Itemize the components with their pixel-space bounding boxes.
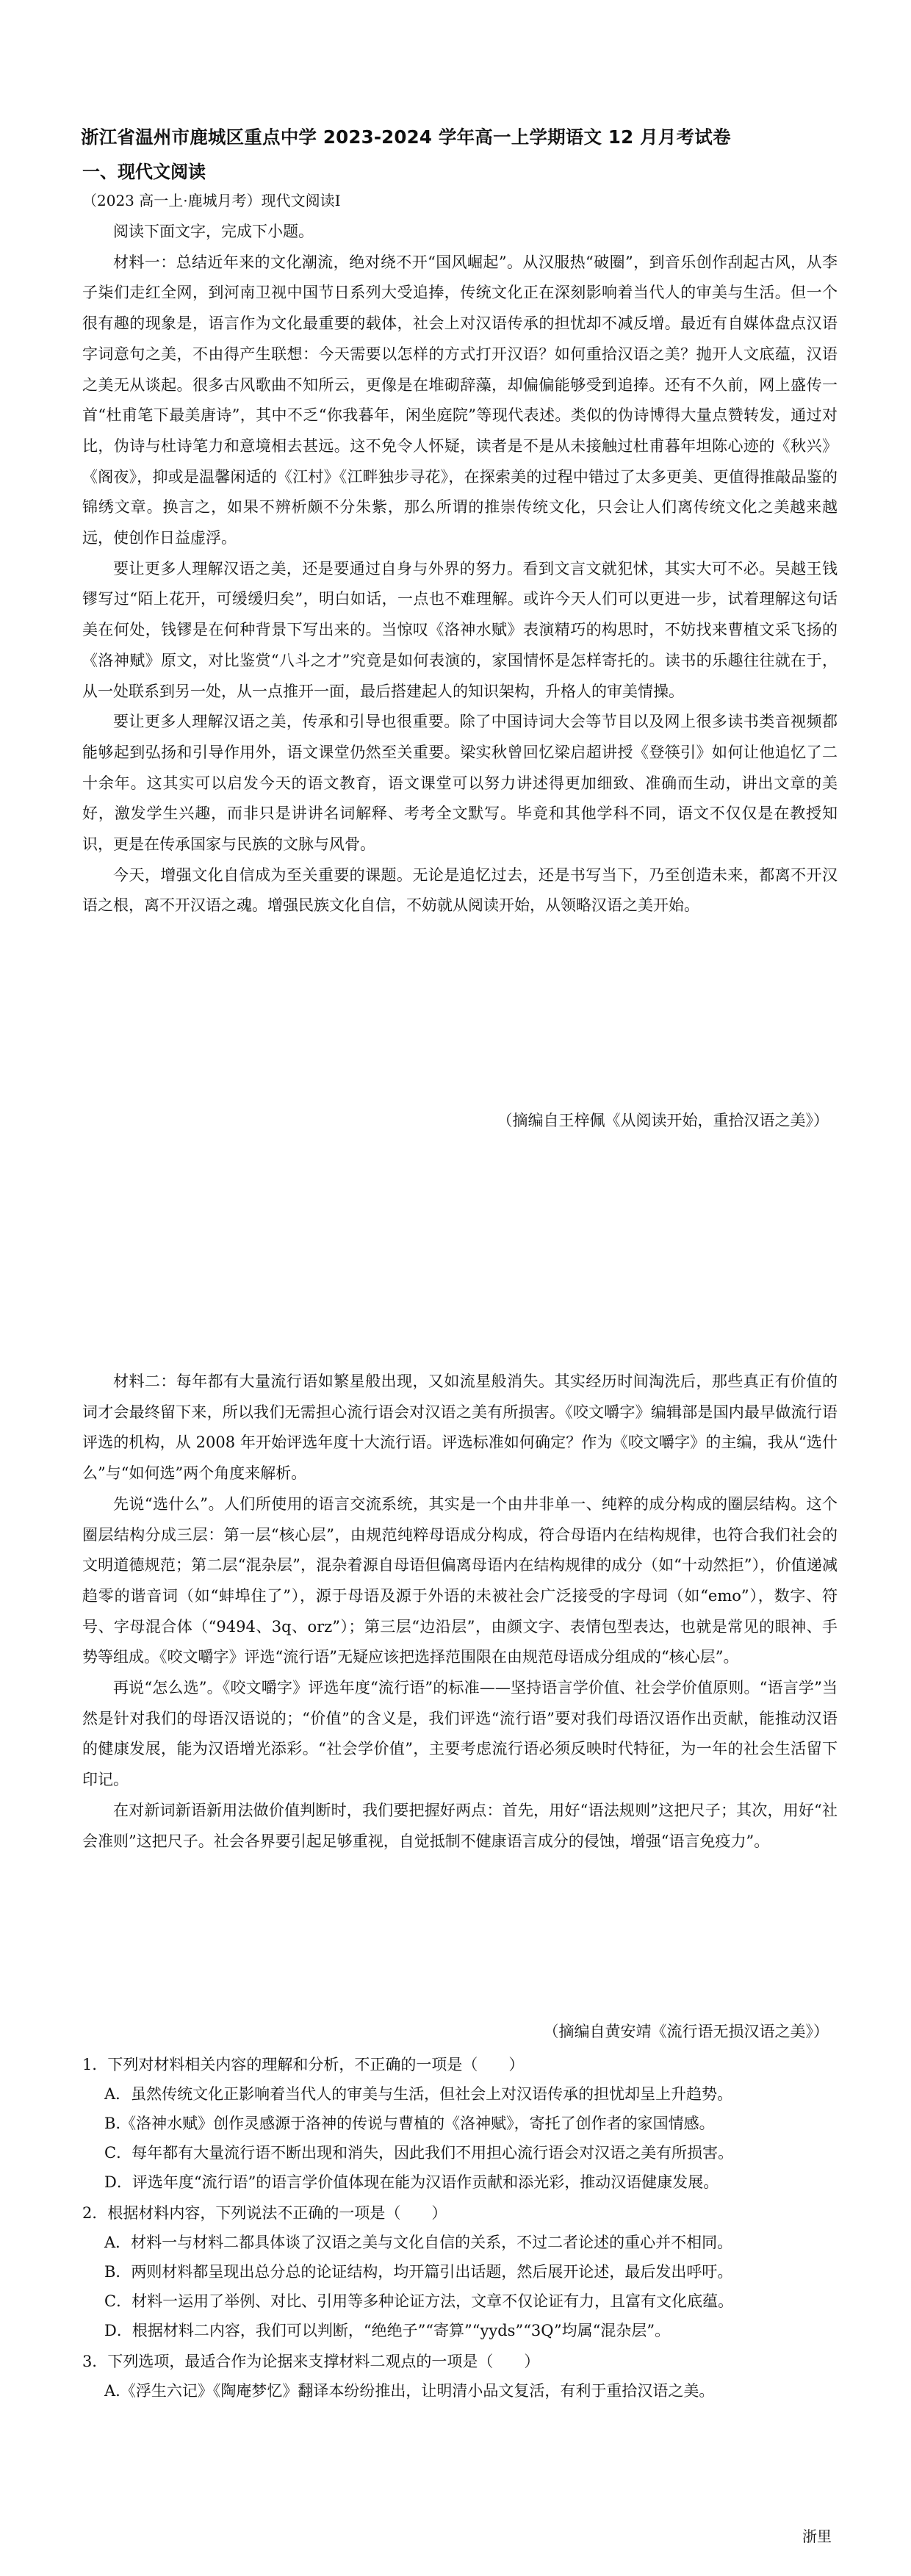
option-b: B．两则材料都呈现出总分总的论证结构，均开篇引出话题，然后展开论述，最后发出呼吁。 [104, 2263, 733, 2281]
material-one [82, 217, 838, 921]
instruction: 阅读下面文字，完成下小题。 [113, 223, 314, 240]
question-stem: 3．下列选项，最适合作为论据来支撑材料二观点的一项是（ ） [82, 2353, 540, 2370]
question-stem: 1．下列对材料相关内容的理解和分析，不正确的一项是（ ） [82, 2056, 525, 2073]
source-note: （2023 高一上·鹿城月考）现代文阅读I [82, 192, 341, 209]
page-footer: 浙里 [802, 2528, 832, 2545]
material2-attribution: （摘编自黄安靖《流行语无损汉语之美》） [543, 2023, 829, 2040]
question-1 [82, 2050, 846, 2197]
material1-paragraph: 材料一：总结近年来的文化潮流，绝对绕不开“国风崛起”。从汉服热“破圈”，到音乐创作刮起古风，从李子柒们走红全网，到河南卫视中国节日系列大受追捧，传统文化正在深刻影响着当代人的审美与生活。但一个很有趣的现象是，语言作为文化最重要的载体，社会上对汉语传承的担忧却不减反增。最近有自媒体盘点汉语字词意句之美，不由得产生联想：今天需要以怎样的方式打开汉语？如何重拾汉语之美？抛开人文底蕴，汉语之美无从谈起。很多古风歌曲不知所云，更像是在堆砌辞藻，却偏偏能够受到追捧。还有不久前，网上盛传一首“杜甫笔下最美唐诗”，其中不乏“你我暮年，闲坐庭院”等现代表述。类似的伪诗博得大量点赞转发，通过对比，伪诗与杜诗笔力和意境相去甚远。这不免令人怀疑，读者是不是从未接触过杜甫暮年坦陈心迹的《秋兴》《阁夜》，抑或是温馨闲适的《江村》《江畔独步寻花》，在探索美的过程中错过了太多更美、更值得推敲品鉴的锦绣文章。换言之，如果不辨析颇不分朱紫，那么所谓的推崇传统文化，只会让人们离传统文化之美越来越远，使创作日益虚浮。 [82, 253, 838, 547]
option-c: C．材料一运用了举例、对比、引用等多种论证方法，文章不仅论证有力，且富有文化底蕴。 [104, 2292, 734, 2310]
material1-paragraph: 要让更多人理解汉语之美，传承和引导也很重要。除了中国诗词大会等节目以及网上很多读书类音视频都能够起到弘扬和引导作用外，语文课堂仍然至关重要。梁实秋曾回忆梁启超讲授《登筷引》如何让他追忆了二十余年。这其实可以启发今天的语文教育，语文课堂可以努力讲述得更加细致、准确而生动，讲出文章的美好，激发学生兴趣，而非只是讲讲名词解释、考考全文默写。毕竟和其他学科不同，语文不仅仅是在教授知识，更是在传承国家与民族的文脉与风骨。 [82, 713, 838, 854]
option-b: B.《洛神水赋》创作灵感源于洛神的传说与曹植的《洛神赋》，寄托了创作者的家国情感。 [104, 2115, 715, 2132]
material1-attribution: （摘编自王梓佩《从阅读开始，重拾汉语之美》） [497, 1112, 829, 1129]
section-heading: 一、现代文阅读 [82, 162, 206, 182]
option-a: A．材料一与材料二都具体谈了汉语之美与文化自信的关系，不过二者论述的重心并不相同。 [104, 2234, 733, 2251]
material1-paragraph: 今天，增强文化自信成为至关重要的课题。无论是追忆过去，还是书写当下，乃至创造未来，都离不开汉语之根，离不开汉语之魂。增强民族文化自信，不妨就从阅读开始，从领略汉语之美开始。 [82, 866, 838, 915]
material2-paragraph: 先说“选什么”。人们所使用的语言交流系统，其实是一个由井非单一、纯粹的成分构成的圈层结构。这个圈层结构分成三层：第一层“核心层”，由规范纯粹母语成分构成，符合母语内在结构规律，也符合我们社会的文明道德规范；第二层“混杂层”，混杂着源自母语但偏离母语内在结构规律的成分（如“十动然拒”），价值递减趋零的谐音词（如“蚌埠住了”），源于母语及源于外语的未被社会广泛接受的字母词（如“emo”），数字、符号、字母混合体（“9494、3q、orz”）；第三层“边沿层”，由颜文字、表情包型表达，也就是常见的眼神、手势等组成。《咬文嚼字》评选“流行语”无疑应该把选择范围限在由规范母语成分组成的“核心层”。 [82, 1494, 838, 1666]
question-2 [82, 2198, 846, 2345]
material2-paragraph: 材料二：每年都有大量流行语如繁星般出现，又如流星般消失。其实经历时间淘洗后，那些真正有价值的词才会最终留下来，所以我们无需担心流行语会对汉语之美有所损害。《咬文嚼字》编辑部是国内最早做流行语评选的机构，从 2008 年开始评选年度十大流行语。评选标准如何确定？作为《咬文嚼字》的主编，我从“选什么”与“如何选”两个角度来解析。 [82, 1372, 838, 1483]
material2-paragraph: 再说“怎么选”。《咬文嚼字》评选年度“流行语”的标准——坚持语言学价值、社会学价值原则。“语言学”当然是针对我们的母语汉语说的；“价值”的含义是，我们评选“流行语”要对我们母语汉语作出贡献，能推动汉语的健康发展，能为汉语增光添彩。“社会学价值”，主要考虑流行语必须反映时代特征，为一年的社会生活留下印记。 [82, 1679, 838, 1789]
question-3 [82, 2347, 846, 2406]
option-c: C．每年都有大量流行语不断出现和消失，因此我们不用担心流行语会对汉语之美有所损害。 [104, 2144, 734, 2162]
exam-title: 浙江省温州市鹿城区重点中学 2023-2024 学年高一上学期语文 12 月月考试卷 [81, 126, 731, 148]
material2-paragraph: 在对新词新语新用法做价值判断时，我们要把握好两点：首先，用好“语法规则”这把尺子；其次，用好“社会准则”这把尺子。社会各界要引起足够重视，自觉抵制不健康语言成分的侵蚀，增强“语言免疫力”。 [82, 1801, 838, 1850]
option-a: A．虽然传统文化正影响着当代人的审美与生活，但社会上对汉语传承的担忧却呈上升趋势。 [104, 2085, 733, 2103]
option-d: D．评选年度“流行语”的语言学价值体现在能为汉语作贡献和添光彩，推动汉语健康发展。 [104, 2173, 719, 2191]
material1-paragraph: 要让更多人理解汉语之美，还是要通过自身与外界的努力。看到文言文就犯怵，其实大可不必。吴越王钱镠写过“陌上花开，可缓缓归矣”，明白如话，一点也不难理解。或许今天人们可以更进一步，试着理解这句话美在何处，钱镠是在何种背景下写出来的。当惊叹《洛神水赋》表演精巧的构思时，不妨找来曹植文采飞扬的《洛神赋》原文，对比鉴赏“八斗之才”究竟是如何表演的，家国情怀是怎样寄托的。读书的乐趣往往就在于，从一处联系到另一处，从一点推开一面，最后搭建起人的知识架构，升格人的审美情操。 [82, 559, 838, 700]
question-stem: 2．根据材料内容，下列说法不正确的一项是（ ） [82, 2204, 447, 2222]
option-a: A.《浮生六记》《陶庵梦忆》翻译本纷纷推出，让明清小品文复活，有利于重拾汉语之美。 [104, 2382, 715, 2400]
material-two [82, 1367, 838, 1857]
option-d: D．根据材料二内容，我们可以判断，“绝绝子”“寄算”“yyds”“3Q”均属“混杂层”。 [104, 2322, 671, 2339]
